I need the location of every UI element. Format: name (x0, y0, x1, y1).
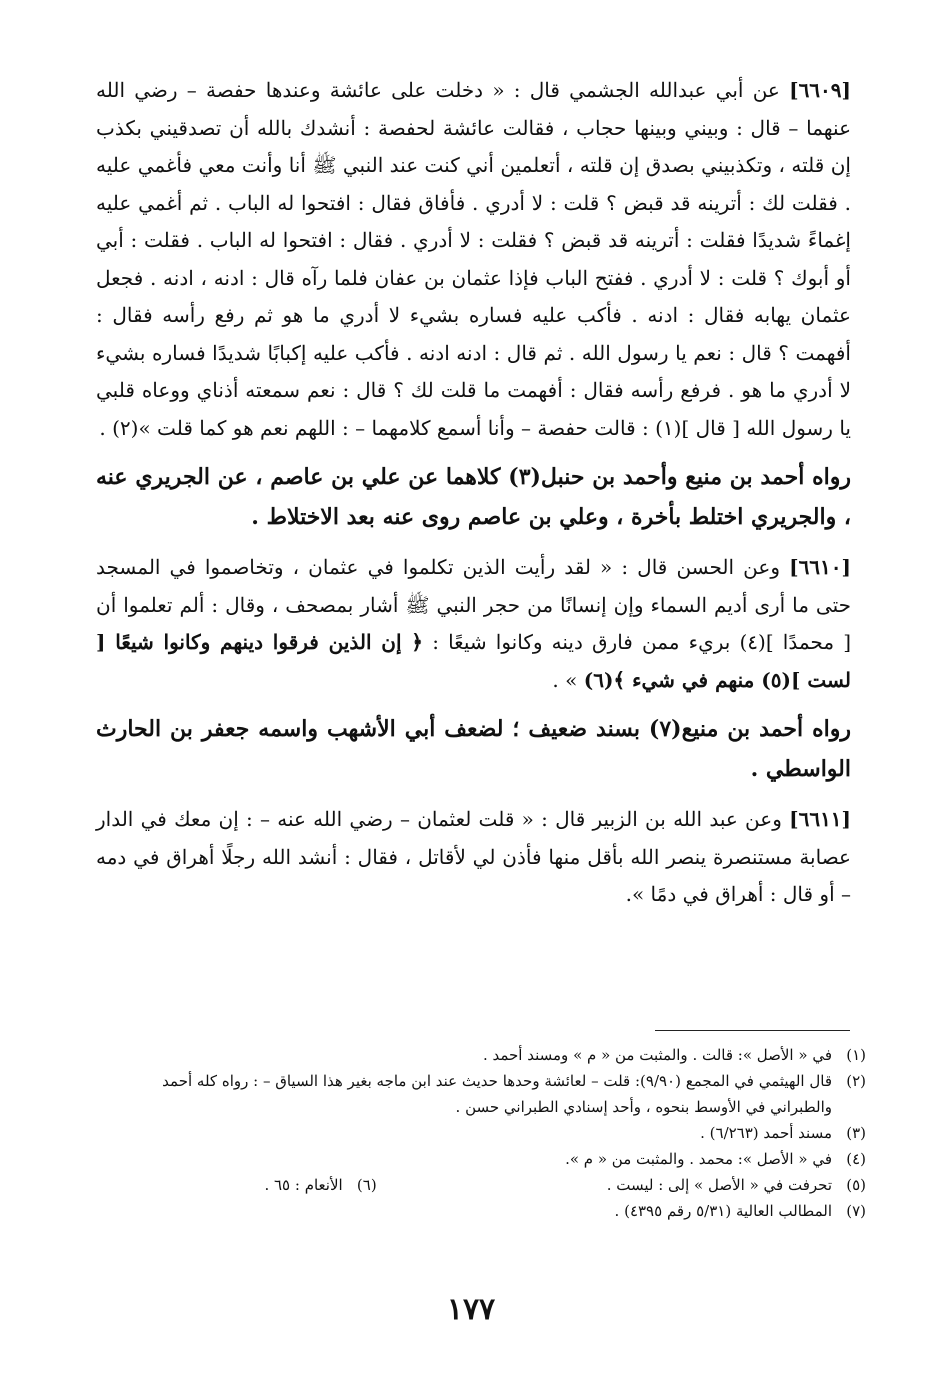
footnote-number: (٦) (356, 1176, 377, 1194)
footnote-number: (٢) (846, 1072, 866, 1090)
footnote-2 (96, 1068, 866, 1120)
footnote-text: المطالب العالية (٥/٣١ رقم ٤٣٩٥) . (614, 1202, 832, 1220)
footnote-7 (96, 1198, 866, 1224)
hadith-text-end: » . (552, 667, 584, 692)
hadith-text: وعن الحسن قال : « لقد رأيت الذين تكلموا في عثمان ، وتخاصموا في المسجد حتى ما أرى أديم السماء وإن إنسانًا من حجر النبي ﷺ أشار بمصحف ، وقال : ألم تعلموا أن [ محمدًا ](٤) بريء ممن فارق دينه وكانوا شيعًا : (96, 555, 852, 654)
footnote-3 (96, 1120, 866, 1146)
page-body (96, 72, 851, 924)
footnote-6 (264, 1172, 376, 1198)
hadith-6610 (96, 549, 851, 699)
quran-verse: ﴿ إن الذين فرقوا دينهم وكانوا شيعًا [ لست ](٥) منهم في شيء ﴾(٦) (96, 630, 851, 692)
footnotes (96, 1042, 866, 1224)
footnote-number: (١) (846, 1046, 866, 1064)
footnote-text: تحرفت في « الأصل » إلى : ليست . (606, 1176, 832, 1194)
takhrij-6609: رواه أحمد بن منيع وأحمد بن حنبل(٣) كلاهما عن علي بن عاصم ، عن الجريري عنه ، والجريري اختلط بأخرة ، وعلي بن عاصم روى عنه بعد الاختلاط . (96, 464, 851, 530)
footnote-1 (96, 1042, 866, 1068)
footnote-number: (٣) (846, 1124, 866, 1142)
footnote-text: قال الهيثمي في المجمع (٩/٩٠): قلت – لعائشة وحدها حديث عند ابن ماجه بغير هذا السياق – : رواه كله أحمد والطبراني في الأوسط بنحوه ، وأحد إسنادي الطبراني حسن . (162, 1072, 832, 1116)
hadith-6611 (96, 801, 851, 914)
footnote-text: في « الأصل »: محمد . والمثبت من « م ». (565, 1150, 832, 1168)
footnote-text: مسند أحمد (٦/٢٦٣) . (700, 1124, 832, 1142)
footnote-row-5-6 (96, 1172, 866, 1198)
hadith-number: [٦٦١١] (789, 807, 852, 831)
footnote-number: (٥) (846, 1176, 866, 1194)
takhrij-6610: رواه أحمد بن منيع(٧) بسند ضعيف ؛ لضعف أبي الأشهب واسمه جعفر بن الحارث الواسطي . (96, 716, 851, 782)
footnote-divider (655, 1030, 850, 1031)
footnote-number: (٧) (846, 1202, 866, 1220)
footnote-5 (607, 1172, 866, 1198)
hadith-number: [٦٦١٠] (789, 555, 851, 579)
page-number: ١٧٧ (446, 1292, 496, 1327)
footnote-number: (٤) (846, 1150, 866, 1168)
footnote-4 (96, 1146, 866, 1172)
footnote-text: الأنعام : ٦٥ . (264, 1176, 343, 1194)
hadith-number: [٦٦٠٩] (789, 78, 851, 102)
hadith-6609 (96, 72, 851, 447)
hadith-text: وعن عبد الله بن الزبير قال : « قلت لعثمان – رضي الله عنه – : إن معك في الدار عصابة مستنصرة ينصر الله بأقل منها فأذن لي لأقاتل ، فقال : أنشد الله رجلًا أهراق في دمه – أو قال : أهراق في دمًا ». (96, 807, 851, 906)
footnote-text: في « الأصل »: قالت . والمثبت من « م » ومسند أحمد . (482, 1046, 832, 1064)
hadith-text: عن أبي عبدالله الجشمي قال : « دخلت على عائشة وعندها حفصة – رضي الله عنهما – قال : وبيني وبينها حجاب ، فقالت عائشة لحفصة : أنشدك بالله أن تصدقيني بكذب إن قلته ، وتكذبيني بصدق إن قلته ، أتعلمين أني كنت عند النبي ﷺ أنا وأنت معي فأغمي عليه . فقلت لك : أترينه قد قبض ؟ قلت : لا أدري . فأفاق فقال : افتحوا له الباب . ثم أغمي عليه إغماءً شديدًا فقلت : أترينه قد قبض ؟ فقلت : لا أدري . فقال : افتحوا له الباب . فقلت : أبي أو أبوك ؟ قلت : لا أدري . ففتح الباب فإذا عثمان بن عفان فلما رآه قال : ادنه ، ادنه . فجعل عثمان يهابه فقال : ادنه . فأكب عليه فساره بشيء لا أدري ما هو ثم رفع رأسه فقال : أفهمت ؟ قال : نعم يا رسول الله . ثم قال : ادنه ادنه . فأكب عليه إكبابًا شديدًا فساره بشيء لا أدري ما هو . فرفع رأسه فقال : أفهمت ما قلت لك ؟ قال : نعم سمعته أذناي ووعاه قلبي يا رسول الله [ قال ](١) : قالت حفصة – وأنا أسمع كلامهما – : اللهم نعم هو كما قلت »(٢) . (96, 78, 851, 440)
